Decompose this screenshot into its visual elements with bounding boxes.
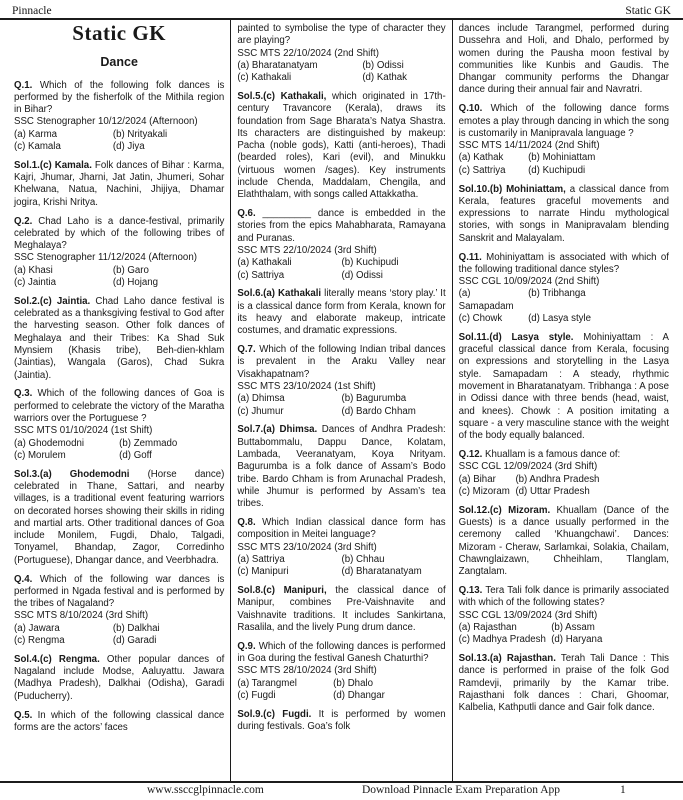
option-cell: (d) Lasya style — [528, 313, 592, 325]
option-cell: (a) Ghodemodni — [14, 437, 85, 449]
options-row — [14, 141, 224, 153]
continuation-block — [459, 23, 669, 97]
options-row — [237, 554, 445, 566]
exam-source: SSC MTS 14/11/2024 (2nd Shift) — [458, 140, 600, 152]
solution-block — [237, 288, 445, 337]
option-cell: (b) Andhra Pradesh — [515, 473, 600, 485]
option-cell: (a) Kathak — [458, 152, 504, 164]
text-run: Mohiniyattam is associated with which of the following traditional dance styles? — [458, 251, 669, 275]
question-text — [237, 208, 445, 245]
question-text — [459, 252, 669, 277]
option-cell: (d) Garadi — [112, 635, 157, 647]
option-cell: (c) Fugdi — [237, 689, 276, 701]
option-cell: (b) Dhalo — [333, 677, 373, 689]
question-block — [459, 252, 669, 326]
bold-text-run: Q.9. — [237, 640, 256, 652]
header-right-text: Static GK — [625, 5, 671, 17]
option-cell: (a) Rajasthan — [458, 621, 517, 633]
column-2 — [230, 20, 452, 781]
solution-text — [237, 585, 445, 634]
options-row — [237, 257, 445, 269]
option-cell: (c) Manipuri — [237, 566, 289, 578]
bold-text-run: Sol.3.(a) Ghodemodni — [14, 468, 130, 480]
option-cell: (c) Kamala — [14, 141, 61, 153]
question-block — [14, 216, 224, 290]
options-row — [237, 393, 445, 405]
options-row — [459, 165, 669, 177]
option-cell: (a) Kathakali — [237, 257, 292, 269]
options-row — [237, 566, 445, 578]
bold-text-run: Sol.11.(d) Lasya style. — [458, 331, 574, 343]
options-row — [14, 450, 224, 462]
solution-block — [237, 585, 445, 634]
solution-text — [237, 288, 445, 337]
bold-text-run: Q.5. — [14, 709, 33, 721]
bold-text-run: Sol.9.(c) Fugdi. — [237, 708, 312, 720]
option-cell: (c) Sattriya — [458, 164, 506, 176]
solution-text — [14, 160, 224, 209]
question-text — [14, 710, 224, 735]
exam-source: SSC MTS 22/10/2024 (2nd Shift) — [237, 47, 379, 59]
text-run: Which of the following Indian tribal dances is prevalent in the Araku Valley near Visakhapatnam? — [237, 344, 446, 380]
options-row — [14, 635, 224, 647]
solution-block — [14, 469, 224, 567]
option-cell: (b) Mohiniattam — [528, 152, 596, 164]
solution-block — [14, 296, 224, 382]
question-block — [459, 585, 669, 646]
solution-block — [459, 332, 669, 443]
option-cell: (a) Khasi — [14, 264, 53, 276]
question-block — [459, 449, 669, 498]
option-cell: (c) Mizoram — [458, 485, 510, 497]
solution-text — [14, 469, 224, 567]
text-run: Which of the following dances is performed in Goa during the festival Ganesh Chaturthi? — [237, 640, 446, 664]
text-run: It is performed by women during festivals. Goa’s folk — [237, 708, 446, 732]
text-run: painted to symbolise the type of character they are playing? — [237, 23, 446, 47]
exam-source: SSC MTS 23/10/2024 (3rd Shift) — [237, 541, 377, 553]
option-cell: (c) Rengma — [14, 635, 65, 647]
question-text — [14, 574, 224, 611]
options-row — [237, 270, 445, 282]
bold-text-run: Sol.12.(c) Mizoram. — [458, 504, 551, 516]
question-text — [459, 103, 669, 140]
text-run: Tera Tali folk dance is primarily associated with which of the following states? — [458, 584, 669, 609]
option-cell: (b) Kuchipudi — [341, 257, 399, 269]
option-cell: (d) Bharatanatyam — [341, 566, 422, 578]
solution-text — [14, 296, 224, 382]
question-block — [14, 710, 224, 735]
bold-text-run: Sol.6.(a) Kathakali — [237, 288, 322, 300]
question-block — [237, 208, 445, 282]
bold-text-run: Q.2. — [14, 215, 33, 227]
exam-source: SSC MTS 8/10/2024 (3rd Shift) — [14, 610, 149, 622]
question-block — [459, 103, 669, 177]
bold-text-run: Sol.2.(c) Jaintia. — [14, 295, 91, 307]
options-row — [459, 622, 669, 634]
question-block — [237, 517, 445, 578]
solution-text — [237, 709, 445, 734]
exam-source: SSC CGL 13/09/2024 (3rd Shift) — [458, 609, 598, 621]
text-run: Terah Tali Dance : This dance is performed in praise of the folk God Ramdevji, primarily by the Kamar tribe. Rajasthani folk dances : Chari, Ghoomar, Kalbelia, Kathputli dance and Gair folk dance. — [458, 652, 669, 714]
options-row — [237, 72, 445, 84]
text-run: Which of the following folk dances is performed by the fisherfolk of the Mithila region in Bihar? — [14, 79, 225, 116]
option-cell: (d) Uttar Pradesh — [515, 485, 590, 497]
bold-text-run: Sol.7.(a) Dhimsa. — [237, 424, 318, 436]
exam-source: SSC Stenographer 11/12/2024 (Afternoon) — [14, 252, 197, 264]
text-run: Khuallam is a famous dance of: — [482, 449, 621, 460]
question-text — [237, 641, 445, 666]
option-cell: (b) Odissi — [362, 59, 404, 71]
option-cell: (c) Kathakali — [237, 72, 292, 84]
question-text — [459, 585, 669, 610]
text-run: Folk dances of Bihar : Karma, Kajri, Jhumar, Jharni, Jat Jatin, Jhumeri, Sohar Khelwana, Natua, Nachini, Jhijiya, Dhamar jogira, Krishi Nritya. — [14, 159, 225, 208]
option-cell: (c) Sattriya — [237, 269, 285, 281]
options-row — [14, 129, 224, 141]
column-1 — [8, 20, 230, 781]
options-row — [459, 486, 669, 498]
column-3 — [453, 20, 675, 781]
option-cell: (c) Morulem — [14, 449, 66, 461]
bold-text-run: Sol.1.(c) Kamala. — [14, 159, 92, 171]
bold-text-run: Q.12. — [458, 449, 483, 460]
question-text — [237, 344, 445, 381]
question-block — [14, 388, 224, 462]
question-text — [14, 216, 224, 253]
solution-text — [459, 505, 669, 579]
option-cell: (d) Goff — [119, 449, 152, 461]
option-cell: (b) Tribhanga — [528, 288, 586, 300]
option-cell: (c) Madhya Pradesh — [458, 634, 546, 646]
text-run: Which Indian classical dance form has composition in Meitei language? — [237, 516, 446, 541]
bold-text-run: Sol.13.(a) Rajasthan. — [458, 652, 556, 664]
bold-text-run: Q.6. — [237, 208, 256, 220]
columns-container — [0, 20, 683, 781]
options-row — [459, 288, 669, 313]
text-run: dances include Tarangmel, performed during Dussehra and Holi, and Dhalo, performed by women during the Pausha moon festival by communities like Kunbis and Gaudis. The Dhangar community performs the Dhangar dance during their annual fair and Navratri. — [458, 23, 669, 96]
solution-block — [459, 653, 669, 714]
option-cell: (a) Karma — [14, 128, 58, 140]
text-run: the classical dance of Manipur, combines Pre-Vaishnavite and Vaishnavite traditions. It includes Sankirtana, Rasalila, and the lively Pung drum dance. — [237, 584, 446, 633]
solution-block — [459, 505, 669, 579]
exam-source: SSC MTS 23/10/2024 (1st Shift) — [237, 381, 376, 393]
page-number: 1 — [620, 784, 626, 796]
solution-block — [14, 654, 224, 703]
option-cell: (b) Dalkhai — [112, 622, 160, 634]
option-cell: (c) Chowk — [458, 313, 503, 325]
options-row — [459, 152, 669, 164]
options-row — [237, 678, 445, 690]
options-row — [459, 634, 669, 646]
options-row — [237, 406, 445, 418]
question-block — [237, 641, 445, 702]
text-run: Which of the following dances of Goa is performed to celebrate the victory of the Maratha warriors over the Portuguese ? — [14, 388, 225, 425]
footer-website-link[interactable]: www.ssccglpinnacle.com — [147, 784, 264, 796]
option-cell: (a) Dhimsa — [237, 393, 285, 405]
option-cell: (d) Haryana — [551, 634, 603, 646]
question-text — [14, 388, 224, 425]
footer-app-text: Download Pinnacle Exam Preparation App — [362, 784, 561, 796]
option-cell: (b) Zemmado — [119, 437, 178, 449]
solution-text — [237, 91, 445, 202]
bold-text-run: Q.13. — [458, 584, 483, 596]
solution-text — [459, 184, 669, 245]
option-cell: (c) Jhumur — [237, 405, 284, 417]
bold-text-run: Sol.4.(c) Rengma. — [14, 653, 100, 665]
text-run: Which of the following war dances is performed in Ngada festival and is performed by the tribes of Nagaland? — [14, 573, 225, 610]
continuation-block — [237, 23, 445, 84]
text-run: (Horse dance) celebrated in Thane, Sattari, and nearby villages, is a traditional event featuring warriors on decorated horses showing their skills in riding and martial arts. Other traditional dances of Goa include Monilem, Fugdi, Dhalo, Talgadi, Tonyamel, Bhandap, Zagor, Corredinho (Portuguese), Dhangar dance, and Veerbhadra. — [14, 468, 225, 566]
text-run: Dances of Andhra Pradesh: Buttabommalu, Dappu Dance, Kolatam, Lambada, Veeranatyam, Koya Nrityam. Bagurumba is a folk dance of Assam’s Bodo tribe. Bardo Chham is from Arunachal Pradesh, while Jhumur is performed by Assam’s tea tribes. — [237, 424, 446, 510]
question-text — [237, 23, 445, 48]
option-cell: (d) Jiya — [112, 141, 145, 153]
options-row — [459, 474, 669, 486]
solution-block — [14, 160, 224, 209]
question-text — [14, 80, 224, 117]
exam-source: SSC MTS 01/10/2024 (1st Shift) — [14, 425, 153, 437]
bold-text-run: Q.4. — [14, 573, 33, 585]
bold-text-run: Q.8. — [237, 516, 256, 528]
option-cell: (a) Bharatanatyam — [237, 59, 318, 71]
option-cell: (b) Assam — [551, 621, 595, 633]
option-cell: (a) Sattriya — [237, 553, 285, 565]
question-text — [459, 23, 669, 97]
bold-text-run: Q.11. — [458, 251, 482, 263]
text-run: Which of the following dance forms emotes a play through dancing in which the song is customarily in Manipravala language ? — [458, 103, 669, 139]
option-cell: (d) Bardo Chham — [341, 405, 416, 417]
text-run: Chad Laho is a dance-festival, primarily celebrated by which of the following tribes of Meghalaya? — [14, 215, 225, 252]
options-row — [237, 690, 445, 702]
page-title: Static GK — [72, 21, 167, 45]
option-cell: (a) Jawara — [14, 622, 60, 634]
options-row — [14, 438, 224, 450]
page-header — [0, 0, 683, 20]
solution-text — [459, 332, 669, 443]
option-cell: (b) Bagurumba — [341, 393, 407, 405]
bold-text-run: Q.7. — [237, 344, 256, 356]
options-row — [14, 623, 224, 635]
page-footer — [0, 781, 683, 800]
question-text — [237, 517, 445, 542]
solution-block — [237, 91, 445, 202]
options-row — [14, 277, 224, 289]
solution-block — [237, 709, 445, 734]
solution-block — [459, 184, 669, 245]
options-row — [459, 313, 669, 325]
option-cell: (d) Hojang — [112, 277, 159, 289]
text-run: Other popular dances of Nagaland include Modse, Aaluyattu. Jawara (Madhya Pradesh), Dalkhai (Odisha), Garadi (Puducherry). — [14, 653, 225, 702]
option-cell: (d) Dhangar — [333, 689, 385, 701]
bold-text-run: Q.1. — [14, 79, 33, 91]
option-cell: (d) Kuchipudi — [528, 164, 586, 176]
option-cell: (d) Odissi — [341, 269, 383, 281]
bold-text-run: Q.10. — [458, 103, 483, 115]
question-block — [14, 574, 224, 648]
bold-text-run: Sol.8.(c) Manipuri, — [237, 584, 327, 596]
exam-source: SSC CGL 10/09/2024 (2nd Shift) — [458, 276, 600, 288]
solution-block — [237, 424, 445, 510]
question-text — [459, 449, 669, 461]
option-cell: (a) Tarangmel — [237, 677, 297, 689]
question-block — [237, 344, 445, 418]
bold-text-run: Q.3. — [14, 388, 33, 400]
bold-text-run: Sol.10.(b) Mohiniattam, — [458, 183, 566, 195]
question-block — [14, 80, 224, 154]
exam-source: SSC MTS 22/10/2024 (3rd Shift) — [237, 245, 377, 257]
text-run: a classical dance from Kerala, features graceful movements and expressions to narrate Hindu mythological stories, with songs in Manipravalam blending Sanskrit and Malayalam. — [458, 183, 669, 244]
option-cell: (a) Samapadam — [458, 288, 514, 312]
options-row — [14, 265, 224, 277]
text-run: Chad Laho dance festival is celebrated as a thanksgiving festival to God after the harvesting season. Other folk dances of Meghalaya and their Tribes: Ka Shad Suk Mynsiem (Khasis tribe), Beh-dien-khlam (Jaintias), Wangala (Garos), Chad Sukra (Jaintia). — [14, 295, 225, 381]
option-cell: (b) Garo — [112, 264, 149, 276]
option-cell: (b) Chhau — [341, 553, 385, 565]
solution-text — [237, 424, 445, 510]
option-cell: (c) Jaintia — [14, 277, 56, 289]
exam-source: SSC CGL 12/09/2024 (3rd Shift) — [458, 461, 598, 473]
solution-text — [14, 654, 224, 703]
exam-source: SSC MTS 28/10/2024 (3rd Shift) — [237, 665, 377, 677]
option-cell: (b) Nrityakali — [112, 128, 168, 140]
section-heading: Dance — [100, 55, 138, 70]
exam-source: SSC Stenographer 10/12/2024 (Afternoon) — [14, 116, 198, 128]
text-run: Khuallam (Dance of the Guests) is a dance usually performed in the ceremony called ‘Khuangchawi’. Dances: Mizoram - Cheraw, Sarlamkai, Solakia, Chailam, Chawnglaizawn, Chheihlam, Tlanglam, Zangtalam. — [458, 504, 669, 578]
text-run: In which of the following classical dance forms are the actors’ faces — [14, 709, 225, 733]
text-run: literally means ‘story play.’ It is a classical dance form from Kerala, known for its heavy and elaborate makeup, intricate costumes, and dramatic expressions. — [237, 288, 446, 337]
option-cell: (a) Bihar — [458, 473, 496, 485]
options-row — [237, 60, 445, 72]
option-cell: (d) Kathak — [362, 72, 408, 84]
text-run: Mohiniyattam : A graceful classical dance from Kerala, focusing on expressions and storytelling in the Lasya style. Samapadam : A steady, rhythmic movement in Bharatanatyam. Tribhanga : A pose in Odissi dance with three bends (head, waist, and knees). Chowk : A position imitating a square - a very masculine stance with the weight of the body equally balanced. — [458, 331, 669, 442]
text-run: _________ dance is embedded in the stories from the epics Mahabharata, Ramayana and Puranas. — [237, 208, 446, 244]
text-run: which originated in 17th-century Travancore (Kerala), draws its foundation from Sage Bharata’s Natya Shastra. Its characters are distinguished by makeup: Pacha (noble gods), Katti (anti-heroes), Thadi (bearded roles), Kari (evil), and Minukku (virtuous women /sages). Key instruments include Chenda, Maddalam, Chengila, and Elaththalam, with songs called Attakkatha. — [237, 90, 446, 201]
solution-text — [459, 653, 669, 714]
header-left-text: Pinnacle — [12, 5, 52, 17]
bold-text-run: Sol.5.(c) Kathakali, — [237, 90, 327, 102]
